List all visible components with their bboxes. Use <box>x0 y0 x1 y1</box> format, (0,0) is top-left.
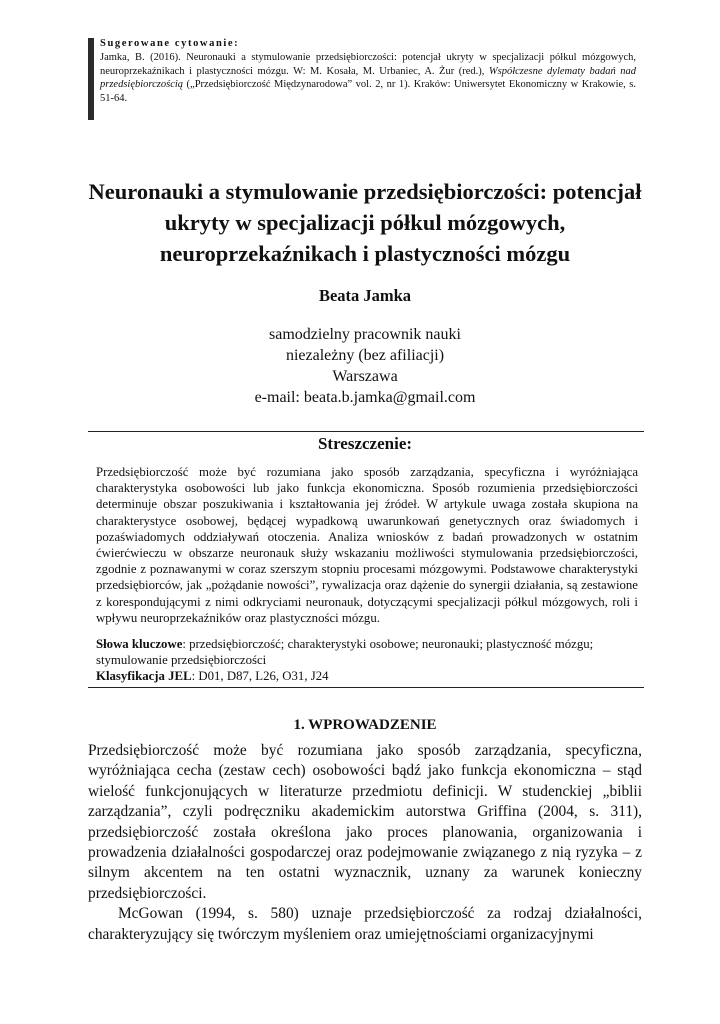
article-title: Neuronauki a stymulowanie przedsiębiorczości: potencjał ukryty w specjalizacji półkul mózgowych, neuroprzekaźnikach i plastyczności mózgu <box>88 179 642 266</box>
citation-italic-title: Współczesne dylematy badań nad przedsiębiorczością <box>100 65 636 90</box>
citation-label: Sugerowane cytowanie: <box>100 38 240 49</box>
keywords-label: Słowa kluczowe <box>96 637 183 651</box>
jel-line <box>96 668 638 684</box>
keywords-block <box>96 636 638 685</box>
affiliation-line: samodzielny pracownik nauki <box>269 326 461 343</box>
citation-text <box>100 51 636 105</box>
abstract-bottom-rule <box>88 687 644 688</box>
jel-label: Klasyfikacja JEL <box>96 669 192 684</box>
citation-part2: („Przedsiębiorczość Międzynarodowa” vol. 2, nr 1). Kraków: Uniwersytet Ekonomiczny w Krakowie, s. 51-64. <box>100 79 636 104</box>
author-affiliation <box>0 324 720 408</box>
keywords-value: : przedsiębiorczość; charakterystyki osobowe; neuronauki; plastyczność mózgu; stymulowanie przedsiębiorczości <box>96 637 594 668</box>
keywords-line <box>96 636 638 668</box>
affiliation-line: niezależny (bez afiliacji) <box>285 347 445 364</box>
body-paragraph: McGowan (1994, s. 580) uznaje przedsiębiorczość za rodzaj działalności, charakteryzujący się twórczym myśleniem oraz umiejętnościami organizacyjnymi <box>88 905 642 943</box>
section-body <box>88 741 642 945</box>
author-email: e-mail: beata.b.jamka@gmail.com <box>254 389 476 406</box>
affiliation-city: Warszawa <box>332 368 398 385</box>
abstract-heading: Streszczenie: <box>317 434 413 453</box>
abstract-text: Przedsiębiorczość może być rozumiana jako sposób zarządzania, specyficzna i wyróżniająca charakterystyka osobowości lub jako funkcja ekonomiczna. Sposób rozumienia przedsiębiorczości determinuje obszar poszukiwania i kształtowania jej źródeł. W artykule uwaga została skupiona na charakterystyce osobowej, będącej wypadkową uwarunkowań genetycznych oraz świadomych i pozaświadomych oddziaływań otoczenia. Analiza wniosków z badań prowadzonych w ostatnim ćwierćwieczu w obszarze neuronauk służy wskazaniu możliwości stymulowania przedsiębiorczości, zgodnie z poznawanymi w coraz szerszym stopniu procesami mózgowymi. Podstawowe charakterystyki przedsiębiorców, jak „pożądanie nowości”, rywalizacja oraz dążenie do synergii działania, są zestawione z korespondującymi z nimi odkryciami neuronauk, dotyczącymi specjalizacji półkul mózgowych, roli i wpływu neuroprzekaźników oraz plastyczności mózgu. <box>96 465 638 625</box>
abstract-top-rule <box>88 431 644 432</box>
suggested-citation <box>88 38 636 120</box>
citation-part1: Jamka, B. (2016). Neuronauki a stymulowanie przedsiębiorczości: potencjał ukryty w specjalizacji półkul mózgowych, neuroprzekaźnikach i plastyczności mózgu. W: M. Kosała, M. Urbaniec, A. Żur (red.), <box>100 52 636 77</box>
jel-value: : D01, D87, L26, O31, J24 <box>191 669 329 684</box>
section-heading: 1. WPROWADZENIE <box>293 717 437 733</box>
author-name: Beata Jamka <box>318 286 412 305</box>
body-paragraph: Przedsiębiorczość może być rozumiana jako sposób zarządzania, specyficzna, wyróżniająca cecha (zestaw cech) osobowości bądź jako funkcja ekonomiczna – stąd wielość funkcjonujących w literaturze przedmiotu definicji. W studenckiej „biblii zarządzania”, czyli podręczniku akademickim autorstwa Griffina (2004, s. 311), przedsiębiorczość została określona jako proces planowania, organizowania i prowadzenia działalności gospodarczej oraz podejmowanie związanego z nią ryzyka – z silnym akcentem na ten ostatni wyznacznik, uznany za warunek konieczny przedsiębiorczości. <box>88 742 642 902</box>
